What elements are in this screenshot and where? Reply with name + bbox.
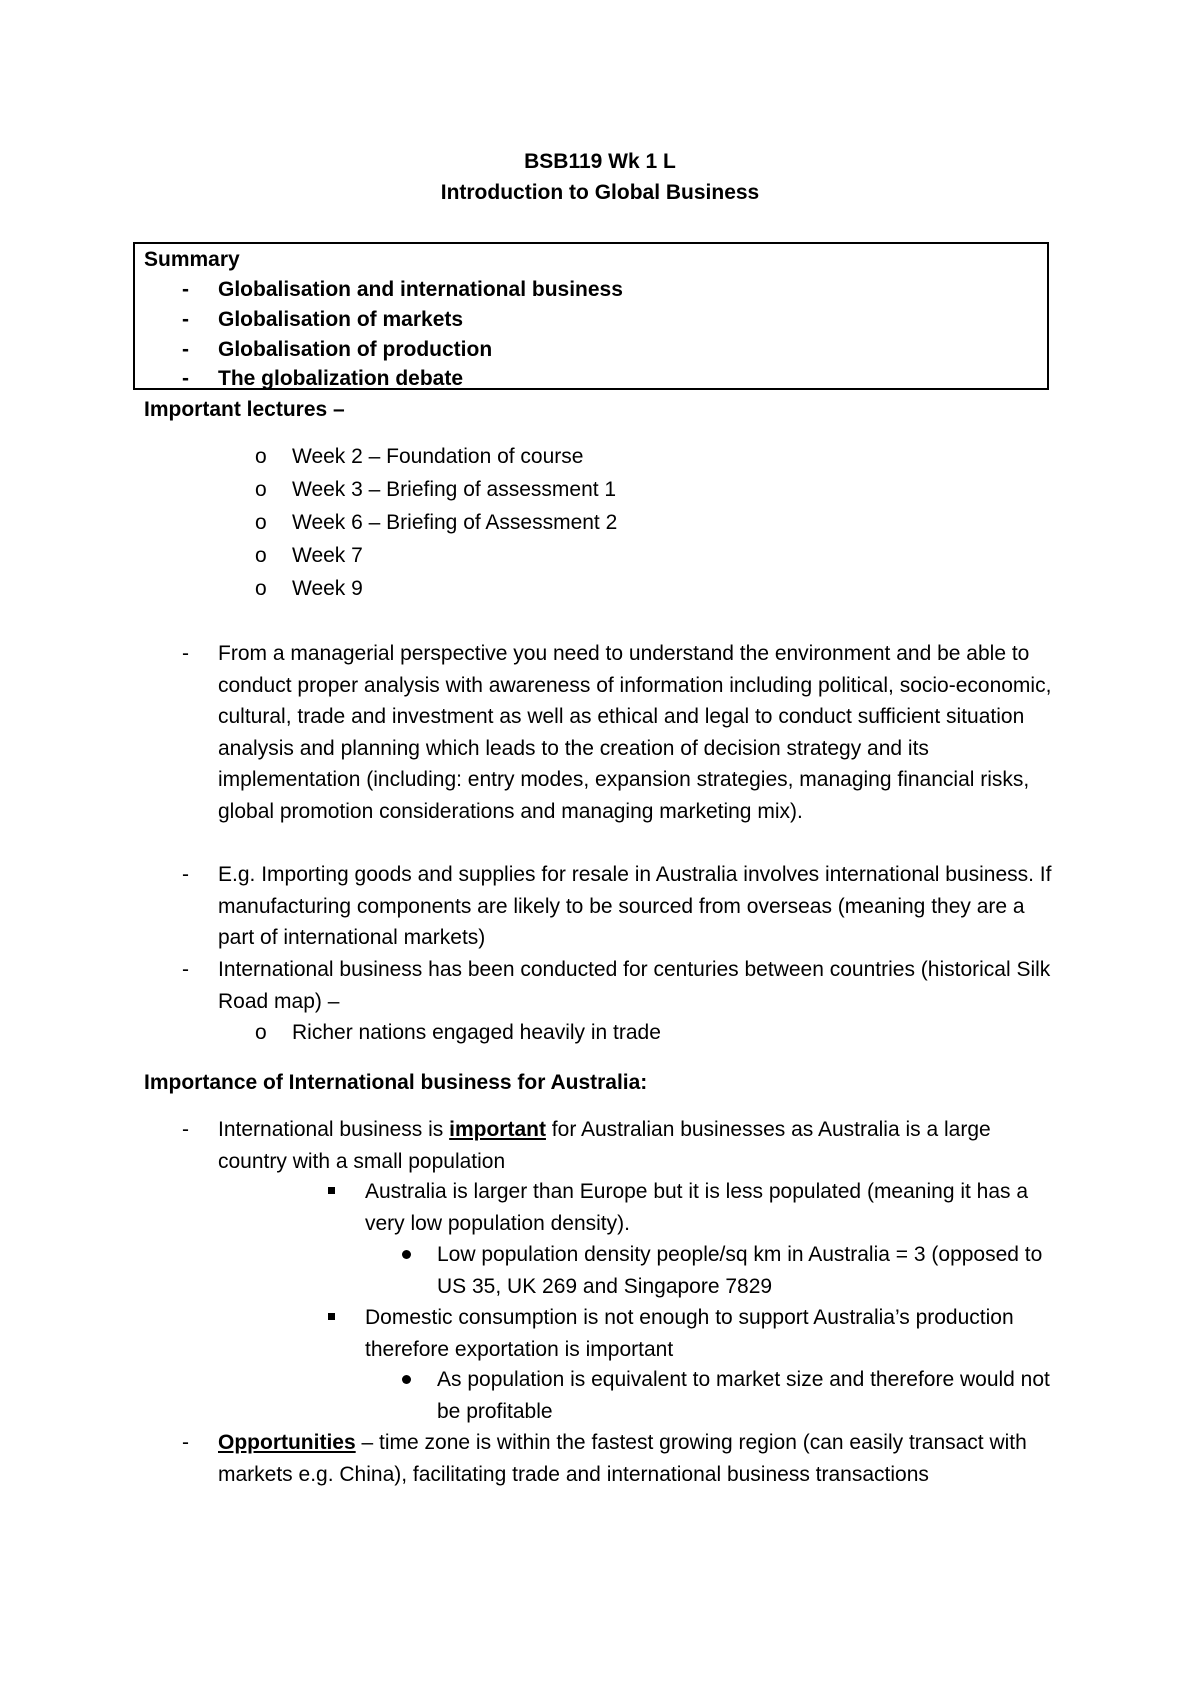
- section-heading-australia: Importance of International business for Australia:: [144, 1071, 648, 1094]
- document-subtitle: Introduction to Global Business: [440, 181, 760, 204]
- circle-bullet-icon: o: [255, 1021, 267, 1044]
- lecture-item-text: Week 2 – Foundation of course: [292, 445, 584, 468]
- text-run: International business is: [218, 1118, 450, 1141]
- dot-bullet-item: [400, 1364, 1070, 1427]
- square-bullet-icon: [328, 1313, 335, 1320]
- paragraph-opportunities: [182, 1427, 1062, 1490]
- lecture-item: [255, 573, 363, 605]
- circle-bullet-icon: o: [255, 511, 267, 534]
- summary-item-text: Globalisation of markets: [218, 308, 464, 331]
- summary-item-text: Globalisation and international business: [218, 278, 623, 301]
- summary-item-text: Globalisation of production: [218, 338, 493, 361]
- lecture-item: [255, 540, 363, 572]
- paragraph-text: International business has been conducted for centuries between countries (historical Silk Road map) –: [218, 958, 1051, 1013]
- lecture-item-text: Week 6 – Briefing of Assessment 2: [292, 511, 618, 534]
- circle-bullet-icon: o: [255, 577, 267, 600]
- dash-bullet: -: [182, 958, 189, 981]
- paragraph-history: [182, 954, 1062, 1017]
- emphasis-text: important: [449, 1118, 546, 1141]
- dash-bullet: -: [182, 1431, 189, 1454]
- lecture-item-text: Week 3 – Briefing of assessment 1: [292, 478, 617, 501]
- paragraph-text: E.g. Importing goods and supplies for resale in Australia involves international business. If manufacturing components are likely to be sourced from overseas (meaning they are a part of international markets): [218, 863, 1052, 949]
- dash-bullet: -: [182, 278, 189, 301]
- dot-bullet-icon: [402, 1250, 411, 1259]
- summary-heading: Summary: [144, 248, 240, 271]
- document-title: BSB119 Wk 1 L: [524, 150, 676, 173]
- summary-item: [182, 304, 463, 336]
- dash-bullet: -: [182, 1118, 189, 1141]
- lecture-item-text: Week 9: [292, 577, 363, 600]
- dot-bullet-icon: [402, 1375, 411, 1384]
- dash-bullet: -: [182, 642, 189, 665]
- paragraph-importing: [182, 859, 1062, 954]
- square-bullet-icon: [328, 1187, 335, 1194]
- opportunities-label: Opportunities: [218, 1431, 356, 1454]
- paragraph-managerial: [182, 638, 1062, 827]
- lecture-item: [255, 507, 617, 539]
- paragraph-important: [182, 1114, 1062, 1177]
- square-bullet-text: Australia is larger than Europe but it is less populated (meaning it has a very low population density).: [365, 1180, 1029, 1235]
- dot-bullet-text: As population is equivalent to market size and therefore would not be profitable: [437, 1368, 1050, 1423]
- dash-bullet: -: [182, 863, 189, 886]
- lectures-heading: Important lectures –: [144, 398, 345, 421]
- lecture-item: [255, 441, 583, 473]
- dot-bullet-item: [400, 1239, 1070, 1302]
- square-bullet-text: Domestic consumption is not enough to support Australia’s production therefore exportation is important: [365, 1306, 1014, 1361]
- circle-bullet-icon: o: [255, 445, 267, 468]
- summary-item: [182, 274, 623, 306]
- text-run: – time zone is within the fastest growing region (can easily transact with markets e.g. China), facilitating trade and international business transactions: [218, 1431, 1027, 1486]
- text-run: for Australian businesses as Australia is a large country with a small population: [218, 1118, 991, 1173]
- sub-item: [255, 1017, 661, 1049]
- square-bullet-item: [328, 1302, 1068, 1365]
- summary-item-text: The globalization debate: [218, 367, 464, 390]
- dash-bullet: -: [182, 367, 189, 390]
- paragraph-text: [218, 1114, 1062, 1177]
- circle-bullet-icon: o: [255, 544, 267, 567]
- summary-item: [182, 363, 463, 395]
- lecture-item-text: Week 7: [292, 544, 363, 567]
- dot-bullet-text: Low population density people/sq km in Australia = 3 (opposed to US 35, UK 269 and Singapore 7829: [437, 1243, 1043, 1298]
- sub-item-text: Richer nations engaged heavily in trade: [292, 1021, 661, 1044]
- summary-item: [182, 334, 492, 366]
- paragraph-text: [218, 1427, 1062, 1490]
- dash-bullet: -: [182, 338, 189, 361]
- square-bullet-item: [328, 1176, 1068, 1239]
- dash-bullet: -: [182, 308, 189, 331]
- circle-bullet-icon: o: [255, 478, 267, 501]
- lecture-item: [255, 474, 616, 506]
- paragraph-text: From a managerial perspective you need to understand the environment and be able to conduct proper analysis with awareness of information including political, socio-economic, cultural, trade and investment as well as ethical and legal to conduct sufficient situation analysis and planning which leads to the creation of decision strategy and its implementation (including: entry modes, expansion strategies, managing financial risks, global promotion considerations and managing marketing mix).: [218, 642, 1052, 823]
